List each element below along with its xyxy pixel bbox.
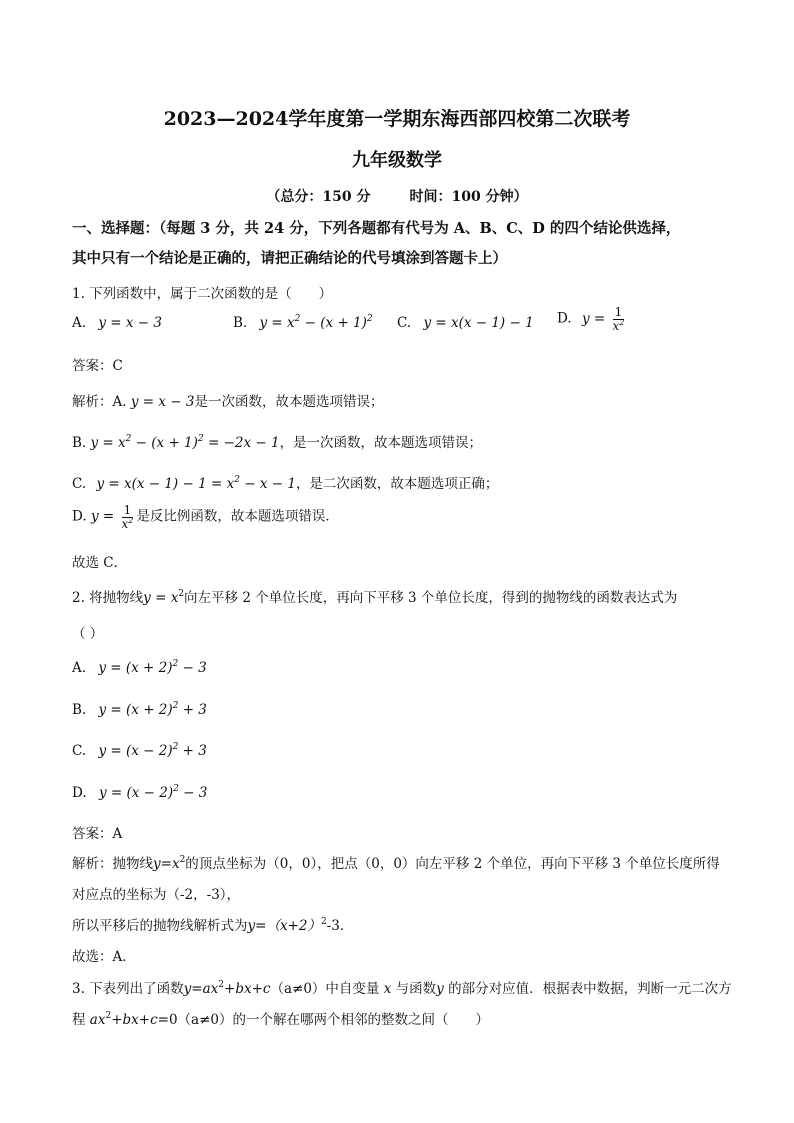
q1-conclusion: 故选 C． — [72, 555, 128, 571]
q2-exp-prefix: 解析：抛物线 — [72, 856, 153, 872]
q3-stem-expr: y=ax — [183, 981, 219, 997]
q3-stem-prefix: 3. 下表列出了函数 — [72, 981, 184, 997]
q1-answer: 答案：C — [72, 358, 123, 374]
q1-option-b-exp-2: 2 — [366, 314, 373, 324]
q1-exp-b-text: ，是一次函数，故本题选项错误； — [279, 435, 483, 451]
q2-option-d-sup: 2 — [173, 784, 179, 794]
q2-stem-text: 向左平移 2 个单位长度，再向下平移 3 个单位长度，得到的抛物线的函数表达式为 — [184, 590, 678, 606]
q3-stem-text-1: （a≠0）中自变量 — [270, 981, 384, 997]
q1-explanation-b — [72, 431, 482, 451]
q1-exp-c-prefix: C. — [72, 476, 87, 492]
q1-exp-b-sup-1: 2 — [125, 434, 132, 444]
q2-option-b — [72, 702, 207, 718]
q1-explanation-d — [72, 504, 339, 530]
q2-option-a-label: A. — [72, 660, 87, 676]
q2-option-d-expr-1: y = (x − 2) — [98, 785, 174, 801]
q2-option-b-expr-1: y = (x + 2) — [98, 702, 173, 718]
q3-stem-text-2: 与函数 — [391, 981, 437, 997]
q2-exp-text: 的顶点坐标为（0，0），把点（0，0）向左平移 2 个单位，再向下平移 3 个单位长度所得 — [185, 856, 720, 872]
q3-stem2-text: =0（a≠0）的一个解在哪两个相邻的整数之间（ ） — [157, 1012, 490, 1028]
q1-option-d-label: D. — [557, 310, 572, 327]
q2-option-c-expr-1: y = (x − 2) — [98, 743, 173, 759]
q1-option-b-expr-2: − (x + 1) — [300, 315, 367, 331]
q3-stem-sup: 2 — [218, 980, 225, 990]
q2-stem-prefix: 2. 将抛物线 — [72, 590, 144, 606]
q1-exp-b-prefix: B. — [72, 435, 87, 451]
q2-option-a-sup: 2 — [172, 659, 179, 669]
q1-exp-d-den: x — [121, 516, 129, 531]
q2-option-d-label: D. — [72, 785, 87, 801]
q3-stem-y: y — [436, 981, 444, 997]
q3-stem-line1 — [72, 977, 732, 997]
q1-option-a-expr: y = x − 3 — [98, 315, 162, 331]
q1-exp-d-text: 是反比例函数，故本题选项错误． — [136, 508, 339, 525]
q3-stem2-sup: 2 — [105, 1011, 112, 1021]
q1-exp-d-fraction — [121, 504, 133, 530]
q2-stem-sup: 2 — [178, 589, 185, 599]
q1-option-d-exp: 2 — [619, 317, 625, 327]
q1-option-c-expr: y = x(x − 1) − 1 — [423, 315, 534, 331]
q2-stem-line1 — [72, 586, 677, 606]
q2-option-c-expr-2: + 3 — [178, 743, 207, 759]
q1-exp-b-expr-2: − (x + 1) — [131, 435, 198, 451]
q1-exp-d-prefix: D. — [72, 508, 87, 525]
q1-stem: 1. 下列函数中，属于二次函数的是（ ） — [72, 286, 333, 302]
q1-exp-d-sup: 2 — [128, 515, 134, 525]
section-heading-line2: 其中只有一个结论是正确的，请把正确结论的代号填涂到答题卡上） — [72, 250, 507, 267]
q2-exp-4-prefix: 所以平移后的抛物线解析式为 — [72, 918, 248, 934]
q3-stem-text-3: 的部分对应值．根据表中数据，判断一元二次方 — [443, 981, 732, 997]
q1-option-a — [72, 315, 162, 331]
q1-exp-d-num: 1 — [123, 503, 132, 517]
q1-exp-b-sup-2: 2 — [197, 434, 204, 444]
q2-exp-4-end: -3． — [326, 918, 354, 934]
q2-exp-4-expr: y=（x+2） — [247, 918, 321, 934]
q1-exp-c-text: ，是二次函数，故本题选项正确； — [295, 476, 499, 492]
q2-option-a — [72, 660, 207, 676]
q2-option-c-sup: 2 — [172, 742, 179, 752]
q3-stem2-prefix: 程 — [72, 1012, 90, 1028]
q1-option-b-label: B. — [233, 315, 248, 331]
q2-option-a-expr-2: − 3 — [178, 660, 207, 676]
q2-stem-expr: y = x — [143, 590, 179, 606]
q2-exp-expr: y=x — [153, 856, 180, 872]
exam-title: 2023—2024学年度第一学期东海西部四校第二次联考 — [163, 108, 631, 130]
q1-exp-d-lhs: y = — [90, 508, 115, 525]
q1-option-b-exp-1: 2 — [294, 314, 301, 324]
section-heading-line1: 一、选择题：（每题 3 分，共 24 分，下列各题都有代号为 A、B、C、D 的四个结论供选择， — [72, 220, 681, 237]
q2-option-b-expr-2: + 3 — [178, 702, 207, 718]
q2-conclusion: 故选：A． — [72, 949, 136, 965]
q1-exp-c-expr-2: − x − 1 — [239, 476, 296, 492]
q3-stem-expr2: +bx+c — [224, 981, 271, 997]
q1-exp-a-text: 是一次函数，故本题选项错误； — [194, 394, 384, 410]
q1-option-d-den: x — [612, 318, 620, 333]
q1-option-d — [557, 306, 627, 332]
q1-option-b-expr-1: y = x — [259, 315, 295, 331]
q1-exp-c-sup: 2 — [234, 475, 240, 485]
exam-subject: 九年级数学 — [352, 150, 442, 171]
q2-explanation-line3 — [72, 914, 353, 934]
q2-option-c — [72, 743, 207, 759]
q1-explanation-c — [72, 472, 498, 492]
q1-exp-b-expr-3: = −2x − 1 — [203, 435, 280, 451]
q2-option-b-sup: 2 — [172, 701, 179, 711]
q1-option-d-fraction — [612, 306, 624, 332]
q1-exp-a-prefix: 解析：A. — [72, 394, 127, 410]
q2-stem-line2: （ ） — [72, 626, 104, 642]
q1-explanation-a — [72, 390, 383, 410]
q1-exp-a-expr: y = x − 3 — [130, 394, 195, 410]
q2-option-c-label: C. — [72, 743, 87, 759]
q3-stem2-expr: ax — [89, 1012, 106, 1028]
q1-option-b — [233, 315, 373, 331]
q2-exp-4-sup: 2 — [320, 917, 327, 927]
q1-option-d-num: 1 — [614, 305, 623, 319]
q2-explanation-line2: 对应点的坐标为（-2，-3）， — [72, 887, 241, 903]
q1-option-c-label: C. — [397, 315, 412, 331]
exam-info: （总分：150 分 时间：100 分钟） — [266, 189, 528, 205]
q2-exp-sup: 2 — [179, 855, 186, 865]
q1-option-c — [397, 315, 534, 331]
q2-option-d — [72, 785, 207, 801]
q1-option-a-label: A. — [72, 315, 87, 331]
q3-stem2-expr2: +bx+c — [111, 1012, 158, 1028]
q3-stem-line2 — [72, 1008, 489, 1028]
q2-explanation-line1 — [72, 852, 720, 872]
q2-answer: 答案：A — [72, 826, 123, 842]
q1-exp-c-expr-1: y = x(x − 1) − 1 = x — [96, 476, 235, 492]
q3-stem-x: x — [383, 981, 392, 997]
q1-option-d-lhs: y = — [581, 310, 606, 327]
q2-option-a-expr-1: y = (x + 2) — [98, 660, 173, 676]
q2-option-b-label: B. — [72, 702, 87, 718]
q1-exp-b-expr-1: y = x — [90, 435, 126, 451]
q2-option-d-expr-2: − 3 — [178, 785, 208, 801]
